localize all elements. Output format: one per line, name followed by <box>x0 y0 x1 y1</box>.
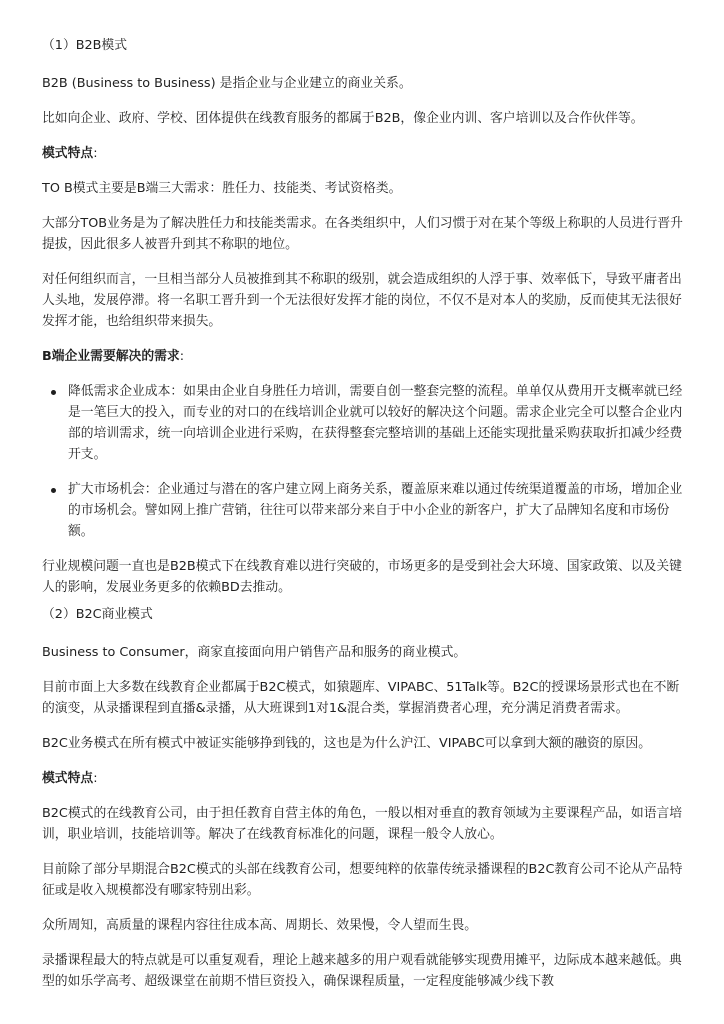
b2c-feature-1: B2C模式的在线教育公司，由于担任教育自营主体的角色，一般以相对垂直的教育领域为主要课程产品，如语言培训，职业培训，技能培训等。解决了在线教育标准化的问题，课程一般令人放心。 <box>42 806 683 842</box>
b2b-definition: B2B (Business to Business) 是指企业与企业建立的商业关系。 <box>42 76 412 91</box>
features-label-text: 模式特点 <box>42 771 94 786</box>
quality-content: 众所周知，高质量的课程内容往往成本高、周期长、效果慢，令人望而生畏。 <box>42 918 478 933</box>
list-item <box>42 479 688 542</box>
industry-scale: 行业规模问题一直也是B2B模式下在线教育难以进行突破的，市场更多的是受到社会大环境、国家政策、以及关键人的影响，发展业务更多的依赖BD去推动。 <box>42 559 682 595</box>
section2-title: （2）B2C商业模式 <box>42 607 153 622</box>
b-needs-label-colon: : <box>179 349 185 364</box>
tob-needs: TO B模式主要是B端三大需求：胜任力、技能类、考试资格类。 <box>42 181 402 196</box>
features-label-colon: : <box>93 771 98 786</box>
bullet-icon <box>51 488 56 493</box>
b2b-example: 比如向企业、政府、学校、团体提供在线教育服务的都属于B2B，像企业内训、客户培训以及合作伙伴等。 <box>42 111 644 126</box>
list-item <box>42 381 688 465</box>
features-label-colon: : <box>93 146 98 161</box>
tob-paragraph-1: 大部分TOB业务是为了解决胜任力和技能类需求。在各类组织中，人们习惯于对在某个等级上称职的人员进行晋升提拔，因此很多人被晋升到其不称职的地位。 <box>42 216 683 252</box>
b-needs-label-text: B端企业需要解决的需求 <box>42 349 180 364</box>
b2c-definition: Business to Consumer，商家直接面向用户销售产品和服务的商业模式。 <box>42 645 467 660</box>
list-item-text: 降低需求企业成本：如果由企业自身胜任力培训，需要自创一整套完整的流程。单单仅从费用开支概率就已经是一笔巨大的投入，而专业的对口的在线培训企业就可以较好的解决这个问题。需求企业完全可以整合企业内部的培训需求，统一向培训企业进行采购，在获得整套完整培训的基础上还能实现批量采购获取折扣减少经费开支。 <box>68 384 683 462</box>
features-label-b2c <box>42 768 688 789</box>
b2c-profit: B2C业务模式在所有模式中被证实能够挣到钱的，这也是为什么沪江、VIPABC可以拿到大额的融资的原因。 <box>42 736 651 751</box>
b-needs-label <box>42 346 688 367</box>
features-label-text: 模式特点 <box>42 146 94 161</box>
b2c-feature-2: 目前除了部分早期混合B2C模式的头部在线教育公司，想要纯粹的依靠传统录播课程的B2C教育公司不论从产品特征或是收入规模都没有哪家特别出彩。 <box>42 862 683 898</box>
tob-paragraph-2: 对任何组织而言，一旦相当部分人员被推到其不称职的级别，就会造成组织的人浮于事、效率低下，导致平庸者出人头地，发展停滞。将一名职工晋升到一个无法很好发挥才能的岗位，不仅不是对本人的奖励，反而使其无法很好发挥才能，也给组织带来损失。 <box>42 272 682 329</box>
b2c-market: 目前市面上大多数在线教育企业都属于B2C模式，如猿题库、VIPABC、51Talk等。B2C的授课场景形式也在不断的演变，从录播课程到直播&录播，从大班课到1对1&混合类，掌握消费者心理，充分满足消费者需求。 <box>42 680 680 716</box>
article-body <box>42 35 688 1006</box>
b-needs-list <box>42 381 688 542</box>
list-item-text: 扩大市场机会：企业通过与潜在的客户建立网上商务关系，覆盖原来难以通过传统渠道覆盖的市场，增加企业的市场机会。譬如网上推广营销，往往可以带来部分来自于中小企业的新客户，扩大了品牌知名度和市场份额。 <box>68 482 683 539</box>
bullet-icon <box>51 390 56 395</box>
recorded-courses: 录播课程最大的特点就是可以重复观看，理论上越来越多的用户观看就能够实现费用摊平，边际成本越来越低。典型的如乐学高考、超级课堂在前期不惜巨资投入，确保课程质量，一定程度能够减少线下教 <box>42 953 682 989</box>
section1-title: （1）B2B模式 <box>42 38 128 53</box>
features-label-b2b <box>42 143 688 164</box>
